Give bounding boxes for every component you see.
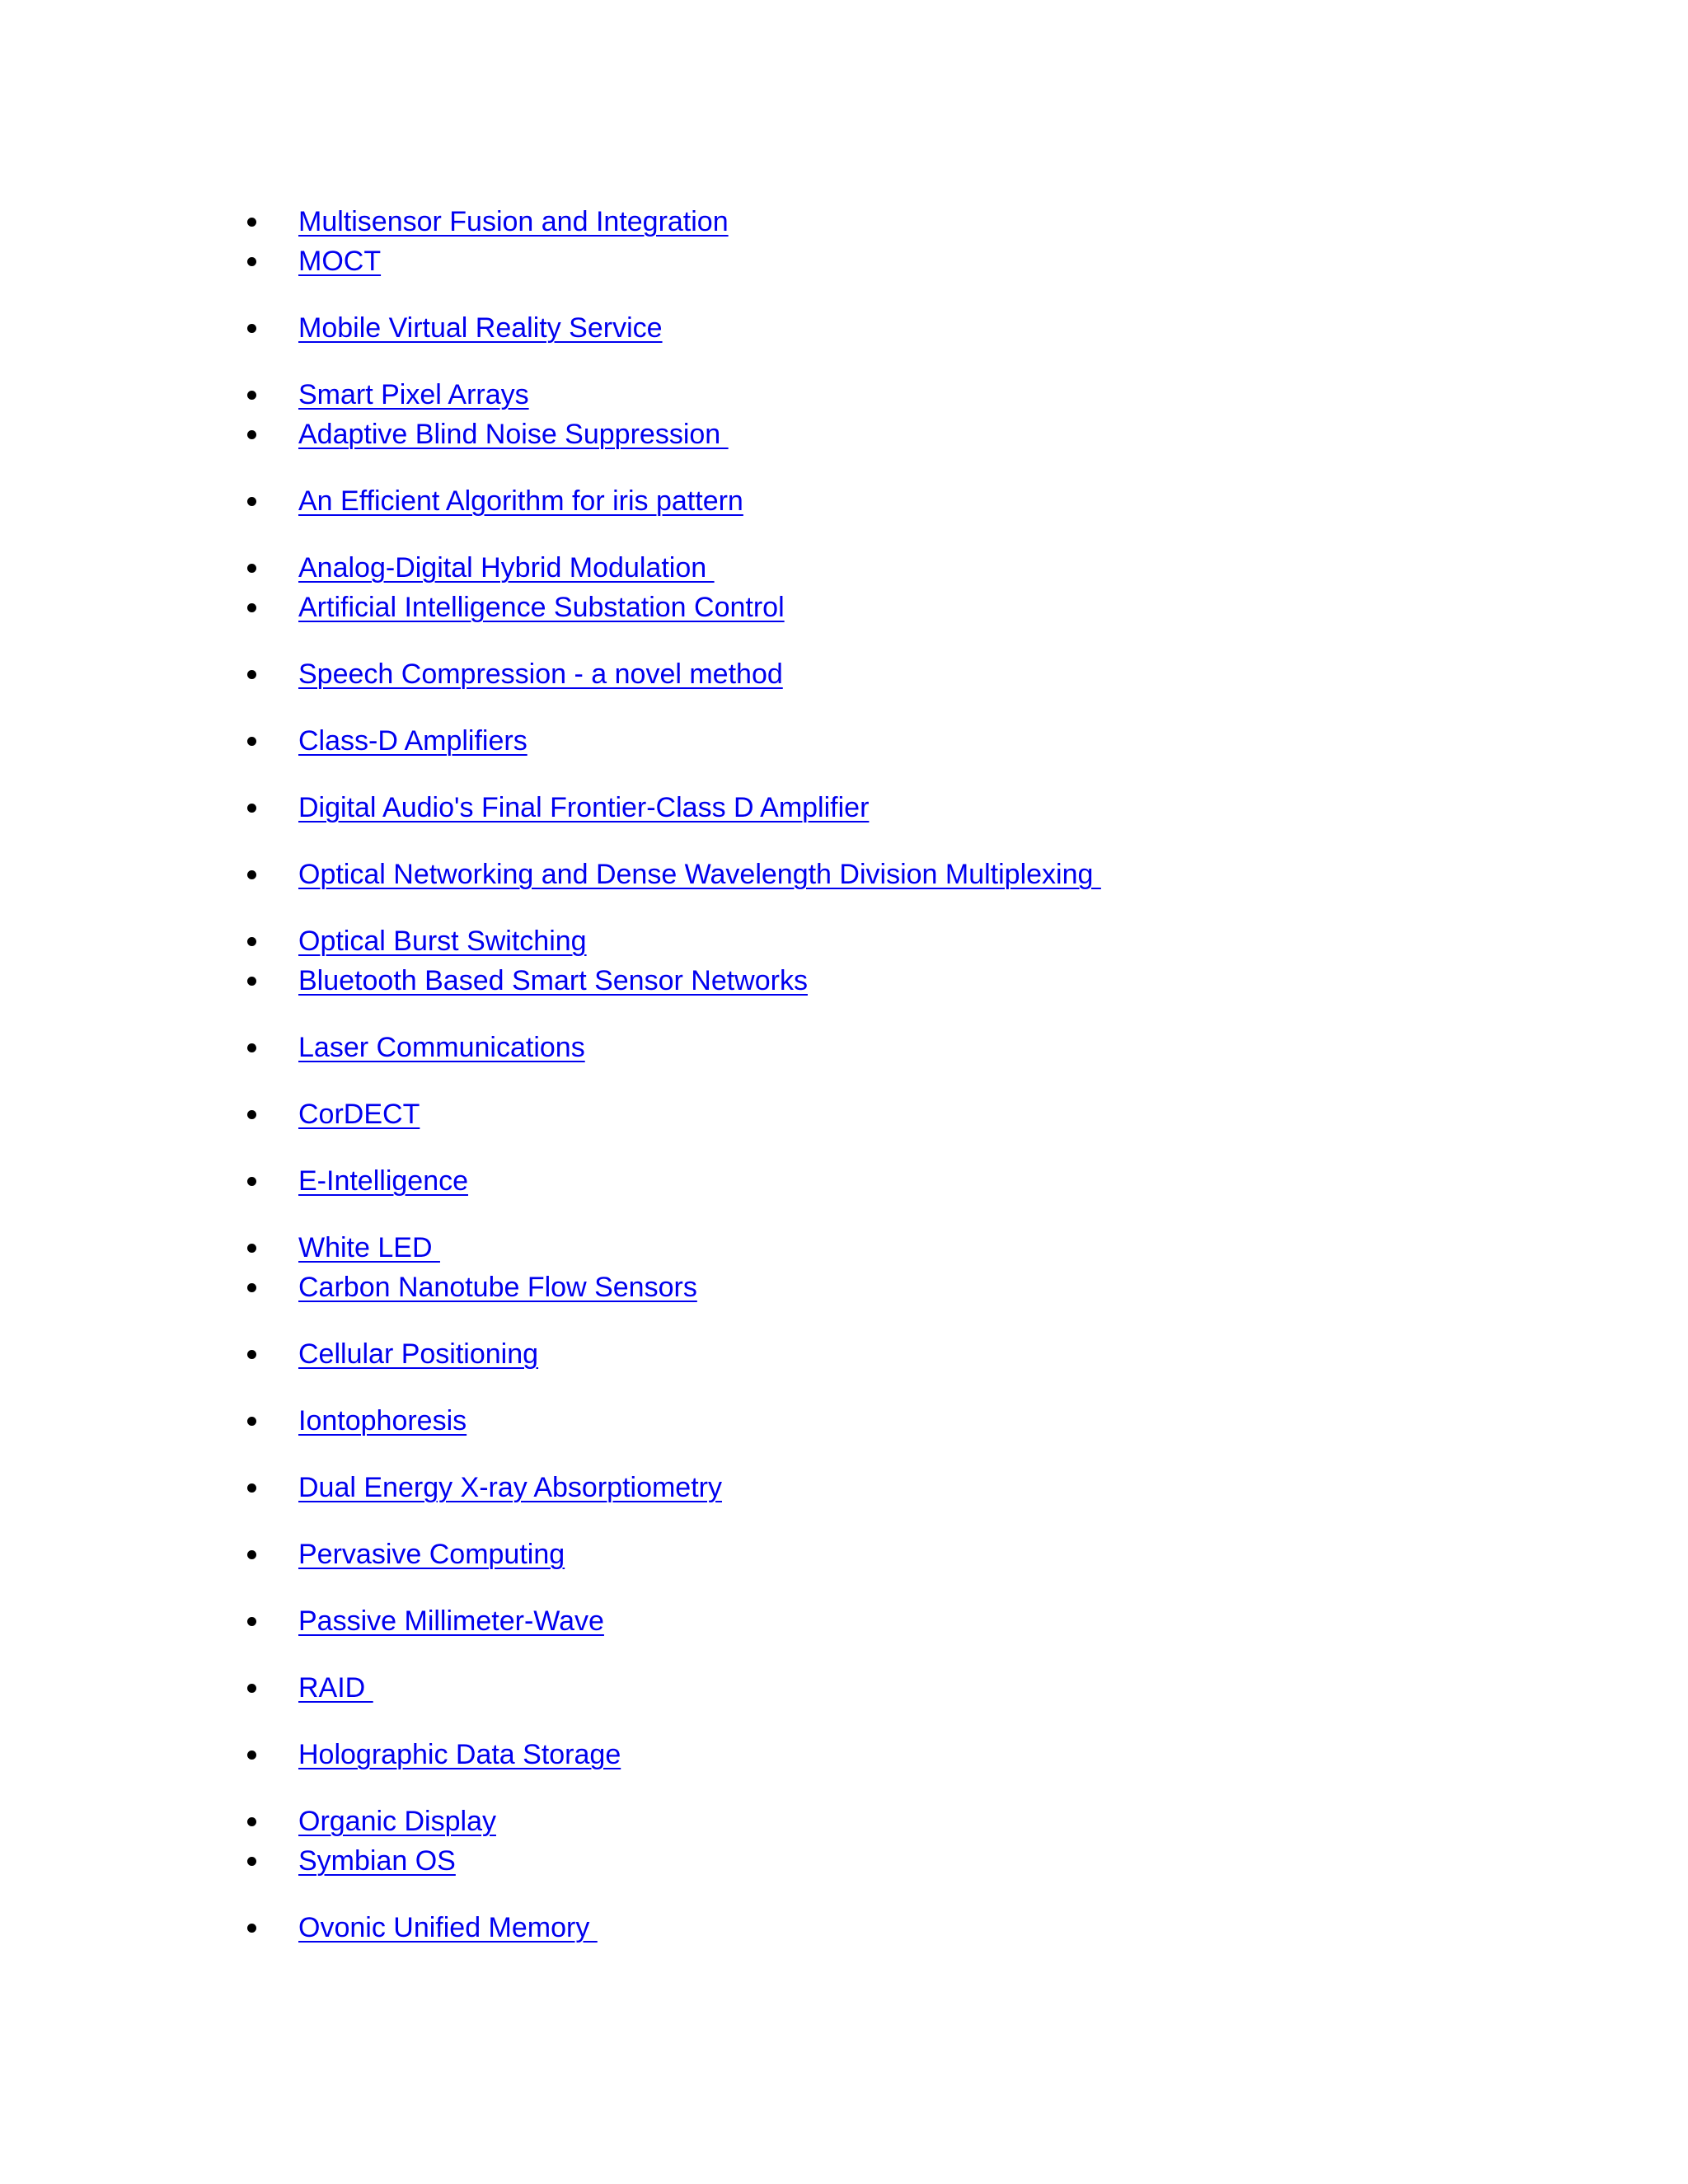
topic-link[interactable]: Carbon Nanotube Flow Sensors bbox=[298, 1272, 697, 1303]
list-item bbox=[247, 1228, 1484, 1268]
topic-link[interactable]: Organic Display bbox=[298, 1806, 496, 1837]
topic-link[interactable]: An Efficient Algorithm for iris pattern bbox=[298, 485, 743, 517]
bullet-icon bbox=[247, 324, 256, 333]
bullet-icon bbox=[247, 1283, 256, 1292]
topic-link[interactable]: Multisensor Fusion and Integration bbox=[298, 206, 729, 237]
bullet-icon bbox=[247, 1550, 256, 1559]
list-item bbox=[247, 1028, 1484, 1067]
bullet-icon bbox=[247, 1110, 256, 1119]
bullet-icon bbox=[247, 1857, 256, 1866]
list-item bbox=[247, 1401, 1484, 1441]
bullet-icon bbox=[247, 1817, 256, 1826]
bullet-icon bbox=[247, 603, 256, 612]
topic-link[interactable]: E-Intelligence bbox=[298, 1165, 469, 1197]
bullet-icon bbox=[247, 1043, 256, 1052]
topic-link[interactable]: Iontophoresis bbox=[298, 1405, 467, 1436]
list-item bbox=[247, 1094, 1484, 1134]
topic-link[interactable]: MOCT bbox=[298, 246, 382, 277]
list-item bbox=[247, 548, 1484, 588]
list-item bbox=[247, 308, 1484, 348]
list-item bbox=[247, 1668, 1484, 1708]
list-item bbox=[247, 481, 1484, 521]
bullet-icon bbox=[247, 1924, 256, 1933]
topic-link[interactable]: Symbian OS bbox=[298, 1845, 456, 1877]
topic-link[interactable]: Digital Audio's Final Frontier-Class D Amplifier bbox=[298, 792, 870, 823]
list-item bbox=[247, 588, 1484, 627]
list-item bbox=[247, 961, 1484, 1001]
topic-link[interactable]: Dual Energy X-ray Absorptiometry bbox=[298, 1472, 722, 1503]
bullet-icon bbox=[247, 1750, 256, 1760]
topic-link[interactable]: Laser Communications bbox=[298, 1032, 585, 1063]
topic-link[interactable]: Optical Networking and Dense Wavelength Division Multiplexing bbox=[298, 859, 1101, 890]
topic-link[interactable]: Cellular Positioning bbox=[298, 1338, 539, 1370]
topic-link[interactable]: Analog-Digital Hybrid Modulation bbox=[298, 552, 715, 583]
bullet-icon bbox=[247, 937, 256, 946]
bullet-icon bbox=[247, 670, 256, 679]
bullet-icon bbox=[247, 1177, 256, 1186]
bullet-icon bbox=[247, 1684, 256, 1693]
bullet-icon bbox=[247, 737, 256, 746]
list-item bbox=[247, 1535, 1484, 1574]
topic-link[interactable]: Holographic Data Storage bbox=[298, 1739, 621, 1770]
bullet-icon bbox=[247, 870, 256, 879]
bullet-icon bbox=[247, 430, 256, 439]
topic-link[interactable]: CorDECT bbox=[298, 1099, 420, 1130]
topic-link[interactable]: Class-D Amplifiers bbox=[298, 725, 528, 757]
topic-link-list bbox=[247, 202, 1484, 1947]
topic-link[interactable]: Speech Compression - a novel method bbox=[298, 658, 783, 690]
list-item bbox=[247, 202, 1484, 241]
list-item bbox=[247, 1908, 1484, 1947]
bullet-icon bbox=[247, 391, 256, 400]
topic-link[interactable]: Bluetooth Based Smart Sensor Networks bbox=[298, 965, 808, 996]
bullet-icon bbox=[247, 218, 256, 227]
list-item bbox=[247, 1161, 1484, 1201]
list-item bbox=[247, 415, 1484, 454]
topic-link[interactable]: White LED bbox=[298, 1232, 440, 1263]
topic-link[interactable]: Pervasive Computing bbox=[298, 1539, 565, 1570]
list-item bbox=[247, 375, 1484, 415]
bullet-icon bbox=[247, 257, 256, 266]
bullet-icon bbox=[247, 1417, 256, 1426]
list-item bbox=[247, 1468, 1484, 1507]
bullet-icon bbox=[247, 1483, 256, 1493]
list-item bbox=[247, 1601, 1484, 1641]
list-item bbox=[247, 1735, 1484, 1774]
bullet-icon bbox=[247, 977, 256, 986]
bullet-icon bbox=[247, 1350, 256, 1359]
topic-link[interactable]: Mobile Virtual Reality Service bbox=[298, 312, 663, 344]
list-item bbox=[247, 1268, 1484, 1307]
bullet-icon bbox=[247, 1617, 256, 1626]
list-item bbox=[247, 654, 1484, 694]
topic-link[interactable]: RAID bbox=[298, 1672, 373, 1704]
list-item bbox=[247, 1841, 1484, 1881]
bullet-icon bbox=[247, 804, 256, 813]
list-item bbox=[247, 855, 1484, 894]
list-item bbox=[247, 1334, 1484, 1374]
list-item bbox=[247, 241, 1484, 281]
topic-link[interactable]: Artificial Intelligence Substation Control bbox=[298, 592, 785, 623]
topic-link[interactable]: Smart Pixel Arrays bbox=[298, 379, 529, 410]
topic-link[interactable]: Adaptive Blind Noise Suppression bbox=[298, 419, 729, 450]
list-item bbox=[247, 721, 1484, 761]
topic-link[interactable]: Passive Millimeter-Wave bbox=[298, 1605, 604, 1637]
list-item bbox=[247, 921, 1484, 961]
list-item bbox=[247, 1802, 1484, 1841]
bullet-icon bbox=[247, 1244, 256, 1253]
bullet-icon bbox=[247, 497, 256, 506]
topic-link[interactable]: Optical Burst Switching bbox=[298, 926, 587, 957]
list-item bbox=[247, 788, 1484, 827]
topic-link[interactable]: Ovonic Unified Memory bbox=[298, 1912, 598, 1943]
bullet-icon bbox=[247, 564, 256, 573]
